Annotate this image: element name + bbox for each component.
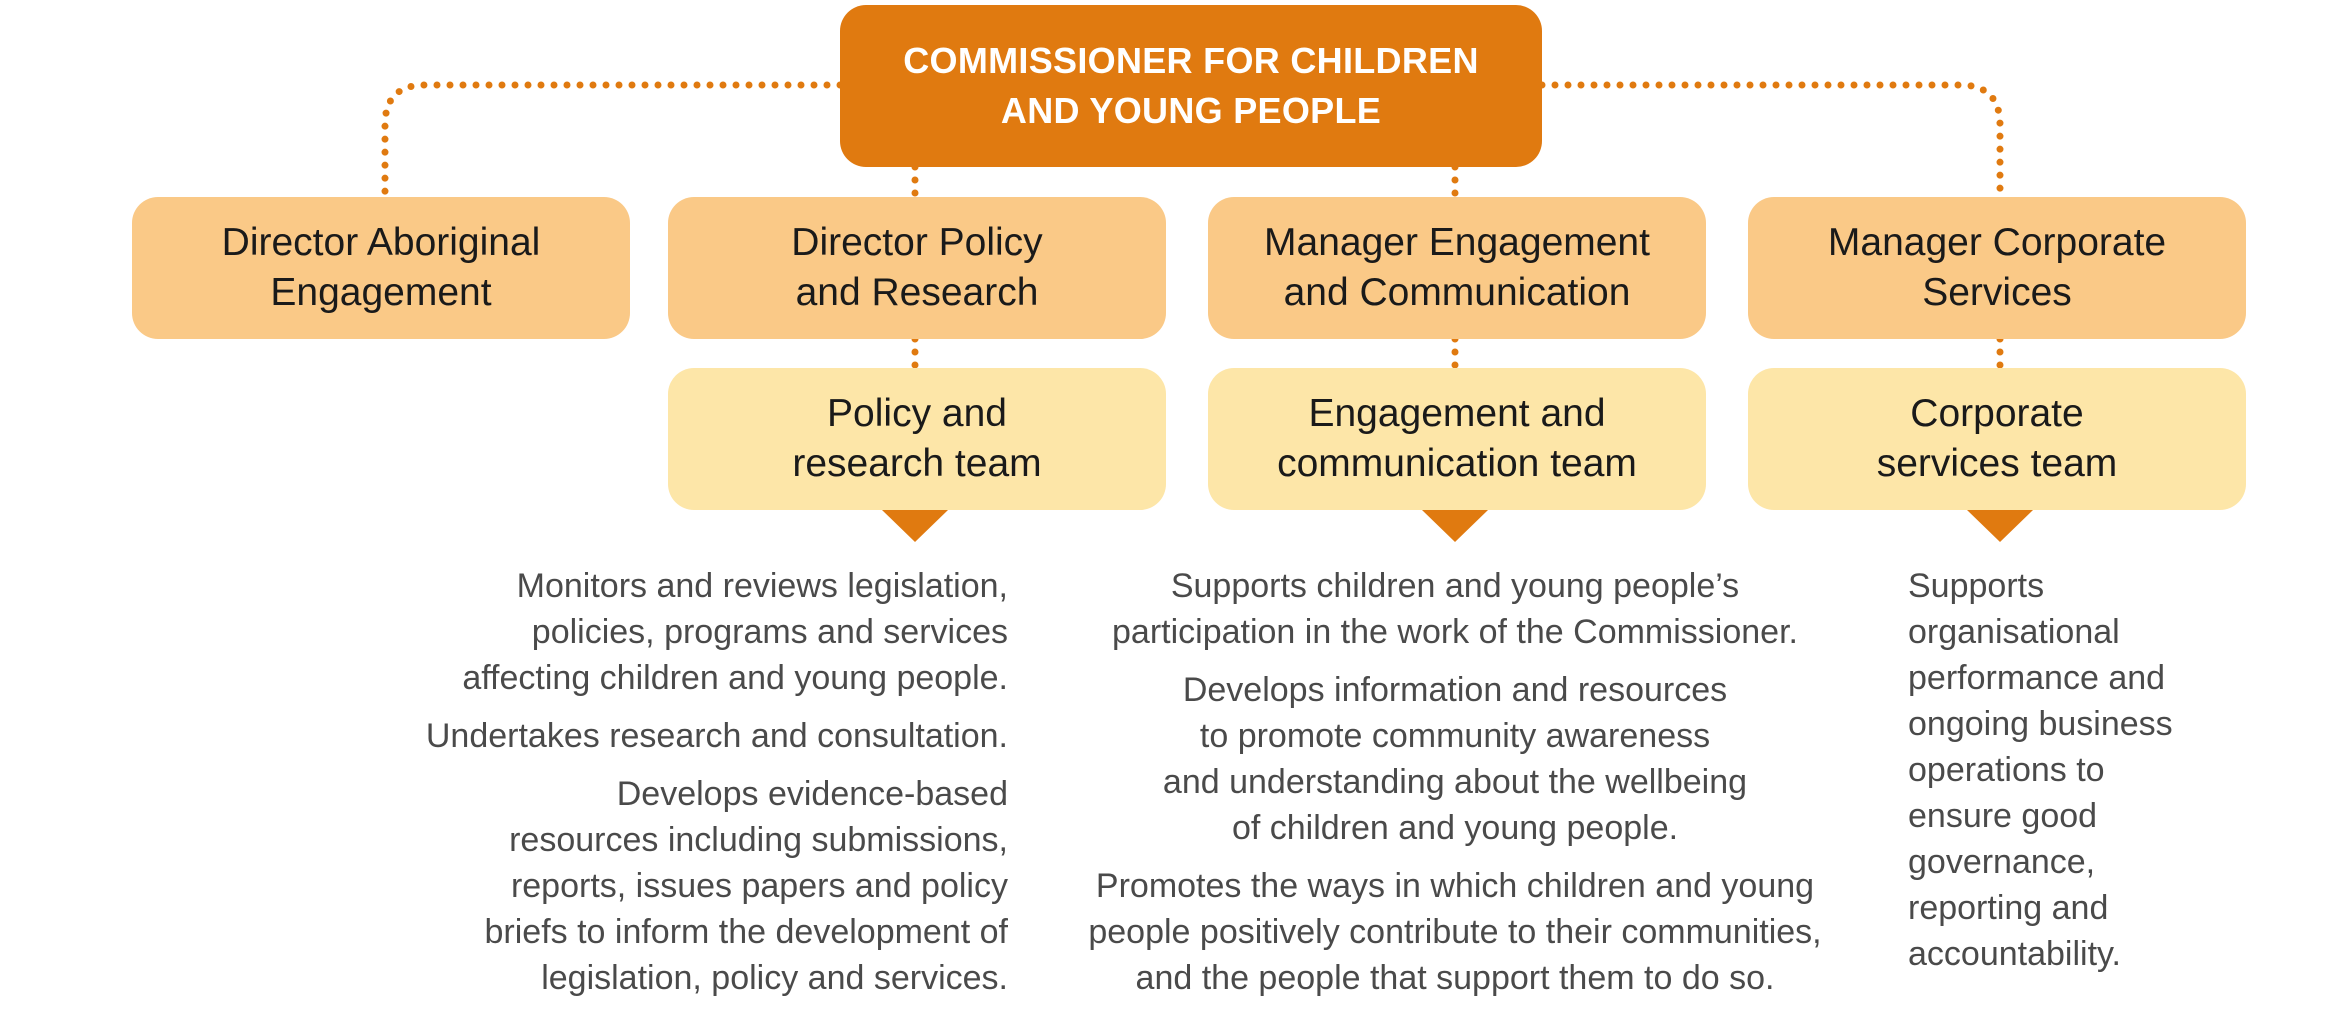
- manager-label-line1: Director Policy: [791, 221, 1043, 264]
- team-label-line2: services team: [1876, 442, 2118, 485]
- commissioner-box: [840, 5, 1542, 167]
- team-label-line2: communication team: [1277, 442, 1637, 485]
- manager-label-line2: Services: [1922, 271, 2072, 314]
- engagement-team-description: [1045, 563, 1865, 1013]
- connector-left: [385, 85, 840, 197]
- description-paragraph: Supports children and young people’s participation in the work of the Commissioner.: [1112, 567, 1798, 651]
- commissioner-title-line1: COMMISSIONER FOR CHILDREN: [903, 40, 1479, 81]
- description-paragraph: Develops evidence-based resources including submissions, reports, issues papers and policy briefs to inform the development of legislation, policy and services.: [484, 775, 1008, 997]
- engagement-team-down-arrow-icon: [1422, 510, 1488, 542]
- manager-label-line1: Director Aboriginal: [221, 221, 541, 264]
- director-aboriginal-engagement-box: [132, 197, 630, 339]
- description-paragraph: Monitors and reviews legislation, policies, programs and services affecting children and young people.: [462, 567, 1008, 697]
- manager-corporate-services-box: [1748, 197, 2246, 339]
- team-label-line1: Corporate: [1910, 392, 2084, 435]
- corporate-services-team-box: [1748, 368, 2246, 510]
- policy-team-down-arrow-icon: [882, 510, 948, 542]
- policy-team-description: [300, 563, 1008, 1013]
- manager-engagement-communication-box: [1208, 197, 1706, 339]
- description-paragraph: Promotes the ways in which children and young people positively contribute to their communities, and the people that support them to do so.: [1088, 867, 1822, 997]
- director-policy-research-box: [668, 197, 1166, 339]
- team-label-line1: Engagement and: [1308, 392, 1606, 435]
- connector-right: [1542, 85, 2000, 197]
- manager-label-line2: and Research: [795, 271, 1039, 314]
- manager-label-line1: Manager Engagement: [1264, 221, 1650, 264]
- team-label-line1: Policy and: [827, 392, 1007, 435]
- description-paragraph: Develops information and resources to promote community awareness and understanding about the wellbeing of children and young people.: [1162, 671, 1748, 847]
- policy-research-team-box: [668, 368, 1166, 510]
- corporate-team-down-arrow-icon: [1967, 510, 2033, 542]
- manager-label-line2: Engagement: [270, 271, 492, 314]
- description-paragraph: Supports organisational performance and ongoing business operations to ensure good governance, reporting and accountability.: [1908, 567, 2173, 973]
- description-paragraph: Undertakes research and consultation.: [425, 717, 1008, 755]
- commissioner-title-line2: AND YOUNG PEOPLE: [1000, 90, 1382, 131]
- team-label-line2: research team: [792, 442, 1042, 485]
- corporate-team-description: [1908, 563, 2328, 989]
- manager-label-line1: Manager Corporate: [1827, 221, 2167, 264]
- manager-label-line2: and Communication: [1283, 271, 1631, 314]
- engagement-communication-team-box: [1208, 368, 1706, 510]
